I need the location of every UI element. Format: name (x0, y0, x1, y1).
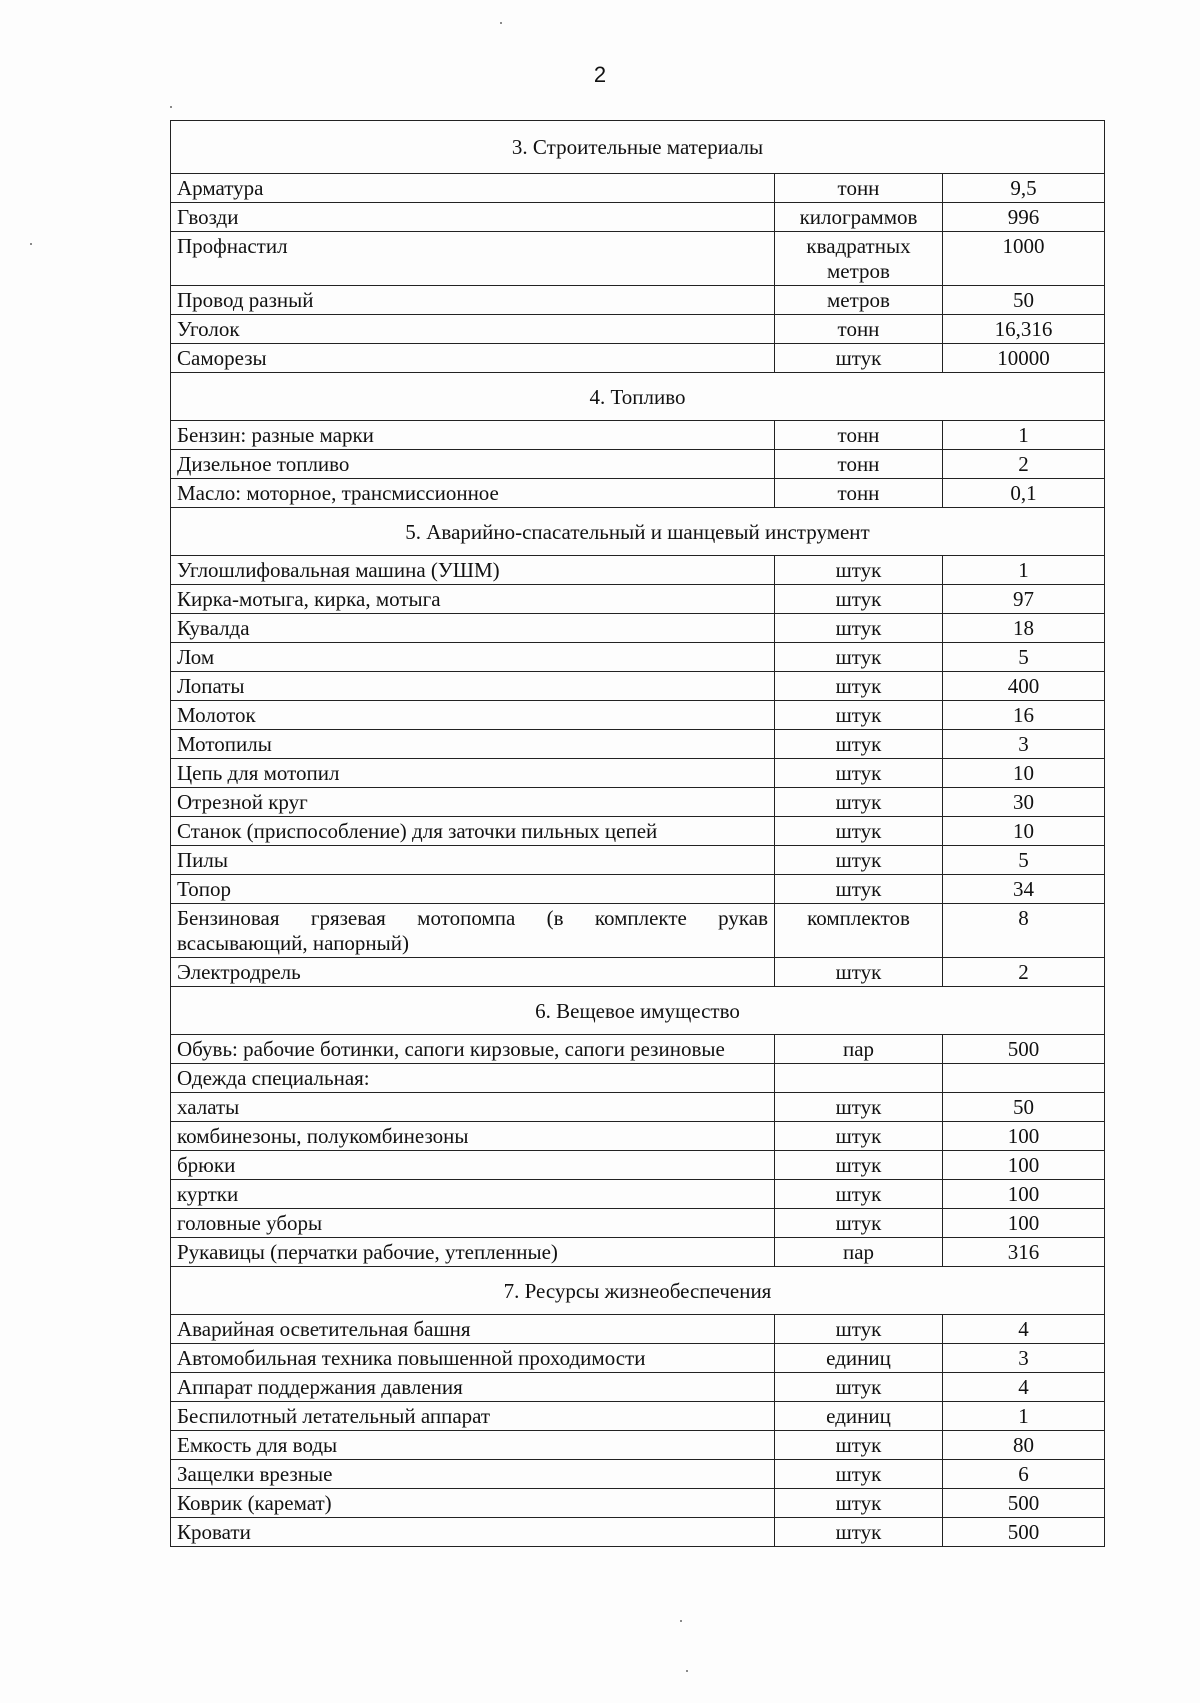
section-header-row (171, 121, 1105, 174)
item-name-cell: куртки (171, 1180, 775, 1209)
table-row (171, 1064, 1105, 1093)
item-name-cell: комбинезоны, полукомбинезоны (171, 1122, 775, 1151)
table-row (171, 556, 1105, 585)
item-name-cell: Лом (171, 643, 775, 672)
table-row (171, 1093, 1105, 1122)
unit-cell: тонн (775, 450, 943, 479)
table-row (171, 1489, 1105, 1518)
table-row (171, 232, 1105, 286)
table-row (171, 1402, 1105, 1431)
quantity-cell: 4 (943, 1373, 1105, 1402)
table-row (171, 672, 1105, 701)
item-name-cell: Емкость для воды (171, 1431, 775, 1460)
unit-cell: штук (775, 1489, 943, 1518)
table-row (171, 421, 1105, 450)
item-name-cell: Гвозди (171, 203, 775, 232)
unit-cell: штук (775, 1518, 943, 1547)
unit-cell: штук (775, 846, 943, 875)
table-row (171, 1035, 1105, 1064)
table-row (171, 730, 1105, 759)
table-row (171, 1238, 1105, 1267)
table-row (171, 614, 1105, 643)
quantity-cell: 2 (943, 450, 1105, 479)
quantity-cell: 50 (943, 1093, 1105, 1122)
quantity-cell: 10 (943, 817, 1105, 846)
item-name-cell: Отрезной круг (171, 788, 775, 817)
unit-cell: штук (775, 556, 943, 585)
quantity-cell: 34 (943, 875, 1105, 904)
table-row (171, 1180, 1105, 1209)
table-row (171, 1209, 1105, 1238)
quantity-cell: 316 (943, 1238, 1105, 1267)
unit-cell: штук (775, 788, 943, 817)
unit-cell: штук (775, 643, 943, 672)
scan-speck (500, 22, 502, 24)
unit-cell: тонн (775, 315, 943, 344)
table-row (171, 286, 1105, 315)
item-name-cell: Масло: моторное, трансмиссионное (171, 479, 775, 508)
table-row (171, 1344, 1105, 1373)
quantity-cell: 97 (943, 585, 1105, 614)
item-name-cell: Электродрель (171, 958, 775, 987)
section-header-row (171, 987, 1105, 1035)
item-name-cell: халаты (171, 1093, 775, 1122)
table-row (171, 585, 1105, 614)
unit-cell: штук (775, 1460, 943, 1489)
item-name-cell: Углошлифовальная машина (УШМ) (171, 556, 775, 585)
quantity-cell: 1000 (943, 232, 1105, 286)
table-row (171, 174, 1105, 203)
page-number: 2 (593, 62, 607, 87)
unit-cell: штук (775, 958, 943, 987)
unit-cell: штук (775, 701, 943, 730)
scan-speck (30, 243, 32, 245)
item-name-cell: Кувалда (171, 614, 775, 643)
unit-cell: пар (775, 1238, 943, 1267)
unit-cell (775, 1064, 943, 1093)
quantity-cell: 9,5 (943, 174, 1105, 203)
table-row (171, 875, 1105, 904)
section-title: 3. Строительные материалы (171, 121, 1105, 174)
unit-cell: пар (775, 1035, 943, 1064)
item-name-cell: Коврик (каремат) (171, 1489, 775, 1518)
quantity-cell: 10000 (943, 344, 1105, 373)
table-row (171, 643, 1105, 672)
item-name-cell: Цепь для мотопил (171, 759, 775, 788)
quantity-cell: 500 (943, 1035, 1105, 1064)
unit-cell: штук (775, 730, 943, 759)
section-header-row (171, 373, 1105, 421)
table-row (171, 479, 1105, 508)
quantity-cell: 500 (943, 1518, 1105, 1547)
item-name-cell: Молоток (171, 701, 775, 730)
item-name-cell: Защелки врезные (171, 1460, 775, 1489)
quantity-cell: 3 (943, 1344, 1105, 1373)
item-name-cell: Беспилотный летательный аппарат (171, 1402, 775, 1431)
unit-cell: тонн (775, 421, 943, 450)
table-row (171, 1460, 1105, 1489)
item-name-cell: Автомобильная техника повышенной проходимости (171, 1344, 775, 1373)
quantity-cell: 400 (943, 672, 1105, 701)
quantity-cell: 1 (943, 1402, 1105, 1431)
quantity-cell: 8 (943, 904, 1105, 958)
quantity-cell: 50 (943, 286, 1105, 315)
quantity-cell: 100 (943, 1122, 1105, 1151)
unit-cell: единиц (775, 1402, 943, 1431)
unit-cell: килограммов (775, 203, 943, 232)
unit-cell: штук (775, 585, 943, 614)
item-name-cell: Уголок (171, 315, 775, 344)
item-name-cell: Аппарат поддержания давления (171, 1373, 775, 1402)
quantity-cell (943, 1064, 1105, 1093)
table-row (171, 1431, 1105, 1460)
table-row (171, 344, 1105, 373)
scan-speck (170, 106, 172, 108)
table-row (171, 846, 1105, 875)
inventory-table (170, 120, 1105, 1547)
table-row (171, 958, 1105, 987)
table-row (171, 450, 1105, 479)
item-name-cell: Мотопилы (171, 730, 775, 759)
section-title: 4. Топливо (171, 373, 1105, 421)
quantity-cell: 4 (943, 1315, 1105, 1344)
quantity-cell: 3 (943, 730, 1105, 759)
item-name-cell: Арматура (171, 174, 775, 203)
quantity-cell: 16,316 (943, 315, 1105, 344)
unit-cell: квадратных метров (775, 232, 943, 286)
table-row (171, 759, 1105, 788)
quantity-cell: 10 (943, 759, 1105, 788)
quantity-cell: 30 (943, 788, 1105, 817)
unit-cell: штук (775, 614, 943, 643)
section-header-row (171, 508, 1105, 556)
section-title: 5. Аварийно-спасательный и шанцевый инструмент (171, 508, 1105, 556)
quantity-cell: 1 (943, 556, 1105, 585)
item-name-cell: Саморезы (171, 344, 775, 373)
quantity-cell: 0,1 (943, 479, 1105, 508)
quantity-cell: 100 (943, 1151, 1105, 1180)
unit-cell: метров (775, 286, 943, 315)
quantity-cell: 2 (943, 958, 1105, 987)
item-name-cell: Топор (171, 875, 775, 904)
section-title: 6. Вещевое имущество (171, 987, 1105, 1035)
unit-cell: штук (775, 1373, 943, 1402)
unit-cell: штук (775, 1209, 943, 1238)
table-row (171, 701, 1105, 730)
item-name-cell: Пилы (171, 846, 775, 875)
table-row (171, 1151, 1105, 1180)
item-name-cell: Бензиновая грязевая мотопомпа (в комплекте рукав всасывающий, напорный) (171, 904, 775, 958)
quantity-cell: 5 (943, 846, 1105, 875)
quantity-cell: 100 (943, 1209, 1105, 1238)
unit-cell: штук (775, 672, 943, 701)
quantity-cell: 80 (943, 1431, 1105, 1460)
quantity-cell: 18 (943, 614, 1105, 643)
scan-speck (680, 1620, 682, 1622)
table-row (171, 1315, 1105, 1344)
quantity-cell: 996 (943, 203, 1105, 232)
item-name-cell: Профнастил (171, 232, 775, 286)
section-header-row (171, 1267, 1105, 1315)
unit-cell: штук (775, 1315, 943, 1344)
unit-cell: штук (775, 875, 943, 904)
item-name-cell: Кровати (171, 1518, 775, 1547)
scan-speck (686, 1670, 688, 1672)
table-row (171, 1518, 1105, 1547)
unit-cell: штук (775, 1122, 943, 1151)
item-name-cell: Обувь: рабочие ботинки, сапоги кирзовые, сапоги резиновые (171, 1035, 775, 1064)
unit-cell: штук (775, 1180, 943, 1209)
inventory-table-body (171, 121, 1105, 1547)
table-row (171, 203, 1105, 232)
item-name-cell: Бензин: разные марки (171, 421, 775, 450)
section-title: 7. Ресурсы жизнеобеспечения (171, 1267, 1105, 1315)
item-name-cell: брюки (171, 1151, 775, 1180)
item-name-cell: Дизельное топливо (171, 450, 775, 479)
table-row (171, 1122, 1105, 1151)
unit-cell: штук (775, 759, 943, 788)
table-row (171, 788, 1105, 817)
quantity-cell: 100 (943, 1180, 1105, 1209)
item-name-cell: Аварийная осветительная башня (171, 1315, 775, 1344)
quantity-cell: 6 (943, 1460, 1105, 1489)
unit-cell: штук (775, 1151, 943, 1180)
unit-cell: тонн (775, 174, 943, 203)
quantity-cell: 5 (943, 643, 1105, 672)
item-name-cell: Рукавицы (перчатки рабочие, утепленные) (171, 1238, 775, 1267)
unit-cell: единиц (775, 1344, 943, 1373)
item-name-cell: Лопаты (171, 672, 775, 701)
table-row (171, 1373, 1105, 1402)
quantity-cell: 16 (943, 701, 1105, 730)
item-name-cell: Кирка-мотыга, кирка, мотыга (171, 585, 775, 614)
unit-cell: комплектов (775, 904, 943, 958)
table-row (171, 315, 1105, 344)
quantity-cell: 1 (943, 421, 1105, 450)
quantity-cell: 500 (943, 1489, 1105, 1518)
unit-cell: штук (775, 1431, 943, 1460)
table-row (171, 904, 1105, 958)
item-name-cell: головные уборы (171, 1209, 775, 1238)
item-name-cell: Одежда специальная: (171, 1064, 775, 1093)
unit-cell: штук (775, 817, 943, 846)
table-row (171, 817, 1105, 846)
item-name-cell: Провод разный (171, 286, 775, 315)
unit-cell: тонн (775, 479, 943, 508)
item-name-cell: Станок (приспособление) для заточки пильных цепей (171, 817, 775, 846)
unit-cell: штук (775, 344, 943, 373)
unit-cell: штук (775, 1093, 943, 1122)
